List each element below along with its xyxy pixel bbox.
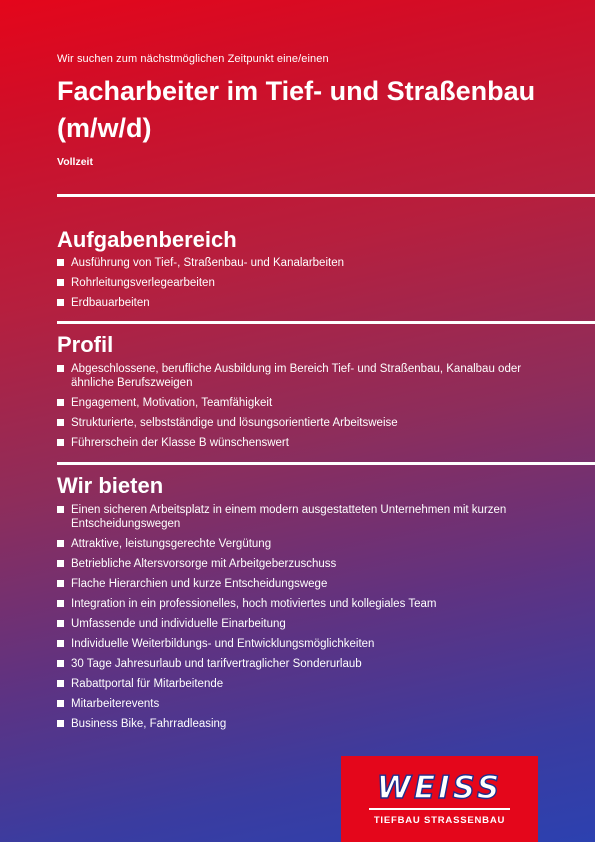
section-divider [57, 194, 595, 197]
list-item: Erdbauarbeiten [57, 296, 547, 310]
list-item: Integration in ein professionelles, hoch motiviertes und kollegiales Team [57, 597, 547, 611]
list-wir-bieten [57, 503, 547, 737]
list-item: Abgeschlossene, berufliche Ausbildung im Bereich Tief- und Straßenbau, Kanalbau oder ähnliche Berufszweigen [57, 362, 547, 390]
list-item: Ausführung von Tief-, Straßenbau- und Kanalarbeiten [57, 256, 547, 270]
list-profil [57, 362, 547, 456]
list-item: Führerschein der Klasse B wünschenswert [57, 436, 547, 450]
list-item: Strukturierte, selbstständige und lösungsorientierte Arbeitsweise [57, 416, 547, 430]
list-item: Engagement, Motivation, Teamfähigkeit [57, 396, 547, 410]
section-heading-wir-bieten: Wir bieten [57, 473, 164, 498]
list-item: Business Bike, Fahrradleasing [57, 717, 547, 731]
list-item: Flache Hierarchien und kurze Entscheidungswege [57, 577, 547, 591]
list-item: Mitarbeiterevents [57, 697, 547, 711]
job-title: Facharbeiter im Tief- und Straßenbau (m/w/d) [57, 76, 536, 143]
logo-wordmark: WEISS [376, 770, 503, 806]
list-aufgabenbereich [57, 256, 547, 316]
list-item: Umfassende und individuelle Einarbeitung [57, 617, 547, 631]
employment-type: Vollzeit [57, 156, 93, 168]
list-item: Individuelle Weiterbildungs- und Entwicklungsmöglichkeiten [57, 637, 547, 651]
section-divider [57, 462, 595, 465]
logo-divider [369, 808, 510, 810]
list-item: Rabattportal für Mitarbeitende [57, 677, 547, 691]
company-logo [341, 756, 538, 842]
section-divider [57, 321, 595, 324]
intro-text: Wir suchen zum nächstmöglichen Zeitpunkt eine/einen [57, 53, 329, 65]
logo-tagline: TIEFBAU STRASSENBAU [373, 815, 506, 826]
list-item: 30 Tage Jahresurlaub und tarifvertraglicher Sonderurlaub [57, 657, 547, 671]
list-item: Einen sicheren Arbeitsplatz in einem modern ausgestatteten Unternehmen mit kurzen Entscheidungswegen [57, 503, 547, 531]
list-item: Rohrleitungsverlegearbeiten [57, 276, 547, 290]
list-item: Betriebliche Altersvorsorge mit Arbeitgeberzuschuss [57, 557, 547, 571]
section-heading-profil: Profil [57, 332, 114, 357]
section-heading-aufgabenbereich: Aufgabenbereich [57, 227, 237, 252]
list-item: Attraktive, leistungsgerechte Vergütung [57, 537, 547, 551]
